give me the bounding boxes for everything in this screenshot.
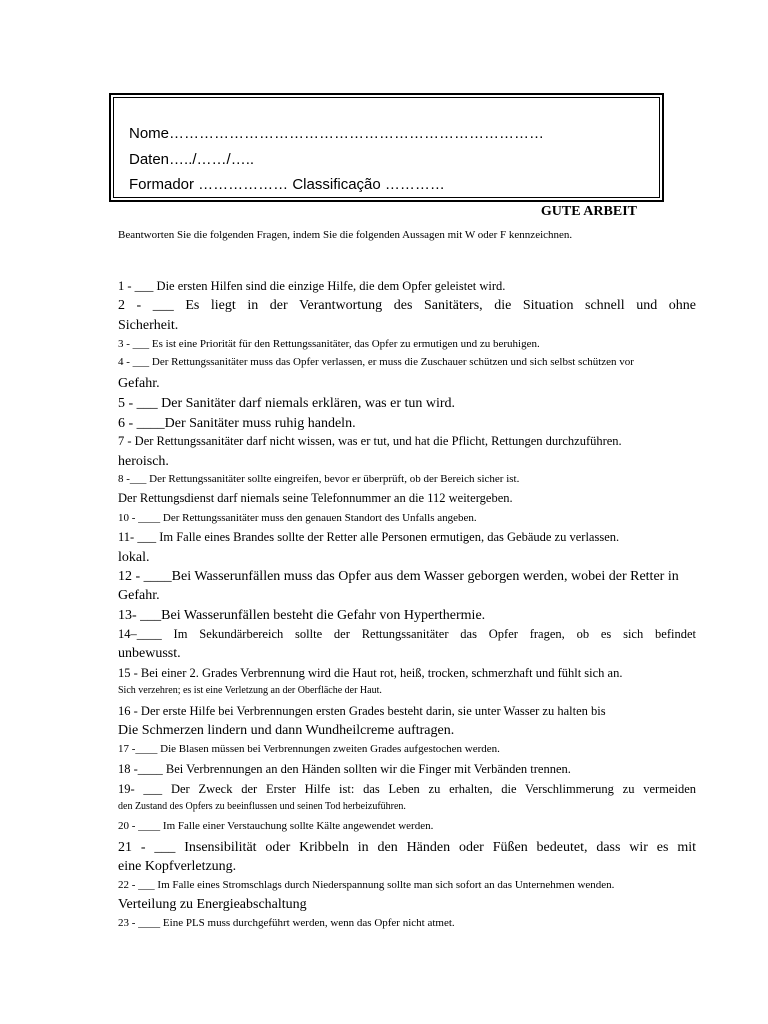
question-line: 14–____ Im Sekundärbereich sollte der Rettungssanitäter das Opfer fragen, ob es sich befindet <box>118 627 696 641</box>
question-line: 19- ___ Der Zweck der Erster Hilfe ist: das Leben zu erhalten, die Verschlimmerung zu vermeiden <box>118 782 696 796</box>
question-line: 15 - Bei einer 2. Grades Verbrennung wird die Haut rot, heiß, trocken, schmerzhaft und fühlt sich an. <box>118 666 623 680</box>
question-line: Sicherheit. <box>118 318 179 333</box>
student-info-box <box>109 93 664 202</box>
question-line: 17 -____ Die Blasen müssen bei Verbrennungen zweiten Grades aufgestochen werden. <box>118 743 500 755</box>
page-title: GUTE ARBEIT <box>540 204 637 219</box>
question-line: 10 - ____ Der Rettungssanitäter muss den genauen Standort des Unfalls angeben. <box>118 512 477 524</box>
question-line: 2 - ___ Es liegt in der Verantwortung des Sanitäters, die Situation schnell und ohne <box>118 298 696 313</box>
question-line: 7 - Der Rettungssanitäter darf nicht wissen, was er tut, und hat die Pflicht, Rettungen durchzuführen. <box>118 434 622 448</box>
question-line: 20 - ____ Im Falle einer Verstauchung sollte Kälte angewendet werden. <box>118 820 434 832</box>
instructions: Beantworten Sie die folgenden Fragen, indem Sie die folgenden Aussagen mit W oder F kennzeichnen. <box>118 229 573 241</box>
date-line: Daten…../……/….. <box>129 151 255 168</box>
question-line: 16 - Der erste Hilfe bei Verbrennungen ersten Grades besteht darin, sie unter Wasser zu halten bis <box>118 704 606 718</box>
trainer-grade-line: Formador ……………… Classificação ………… <box>129 176 445 193</box>
question-line: lokal. <box>118 550 150 565</box>
question-line: 22 - ___ Im Falle eines Stromschlags durch Niederspannung sollte man sich sofort an das Unternehmen wenden. <box>118 879 615 891</box>
question-line: 13- ___Bei Wasserunfällen besteht die Gefahr von Hyperthermie. <box>118 608 486 623</box>
question-line: 5 - ___ Der Sanitäter darf niemals erklären, was er tun wird. <box>118 396 456 411</box>
question-line: 18 -____ Bei Verbrennungen an den Händen sollten wir die Finger mit Verbänden trennen. <box>118 762 571 776</box>
question-line: heroisch. <box>118 454 169 469</box>
question-line: 23 - ____ Eine PLS muss durchgeführt werden, wenn das Opfer nicht atmet. <box>118 917 455 929</box>
question-line: Sich verzehren; es ist eine Verletzung an der Oberfläche der Haut. <box>118 685 382 696</box>
question-line: Der Rettungsdienst darf niemals seine Telefonnummer an die 112 weitergeben. <box>118 491 513 505</box>
question-line: 12 - ____Bei Wasserunfällen muss das Opfer aus dem Wasser geborgen werden, wobei der Retter in <box>118 569 679 584</box>
question-line: 21 - ___ Insensibilität oder Kribbeln in den Händen oder Füßen bedeutet, dass wir es mit <box>118 840 696 855</box>
question-line: den Zustand des Opfers zu beeinflussen und seinen Tod herbeizuführen. <box>118 801 406 812</box>
question-line: 1 - ___ Die ersten Hilfen sind die einzige Hilfe, die dem Opfer geleistet wird. <box>118 279 506 293</box>
question-line: Gefahr. <box>118 376 160 391</box>
question-line: Die Schmerzen lindern und dann Wundheilcreme auftragen. <box>118 723 455 738</box>
question-line: 11- ___ Im Falle eines Brandes sollte der Retter alle Personen ermutigen, das Gebäude zu verlassen. <box>118 530 620 544</box>
question-line: eine Kopfverletzung. <box>118 859 237 874</box>
question-line: 8 -___ Der Rettungssanitäter sollte eingreifen, bevor er überprüft, ob der Bereich sicher ist. <box>118 473 520 485</box>
question-line: unbewusst. <box>118 646 181 661</box>
question-line: Gefahr. <box>118 588 160 603</box>
question-line: 3 - ___ Es ist eine Priorität für den Rettungssanitäter, das Opfer zu ermutigen und zu beruhigen. <box>118 338 540 350</box>
question-line: 6 - ____Der Sanitäter muss ruhig handeln. <box>118 416 356 431</box>
question-line: Verteilung zu Energieabschaltung <box>118 897 307 912</box>
name-line: Nome………………………………………………………………… <box>129 125 545 142</box>
question-line: 4 - ___ Der Rettungssanitäter muss das Opfer verlassen, er muss die Zuschauer schützen und sich selbst schützen vor <box>118 356 634 368</box>
